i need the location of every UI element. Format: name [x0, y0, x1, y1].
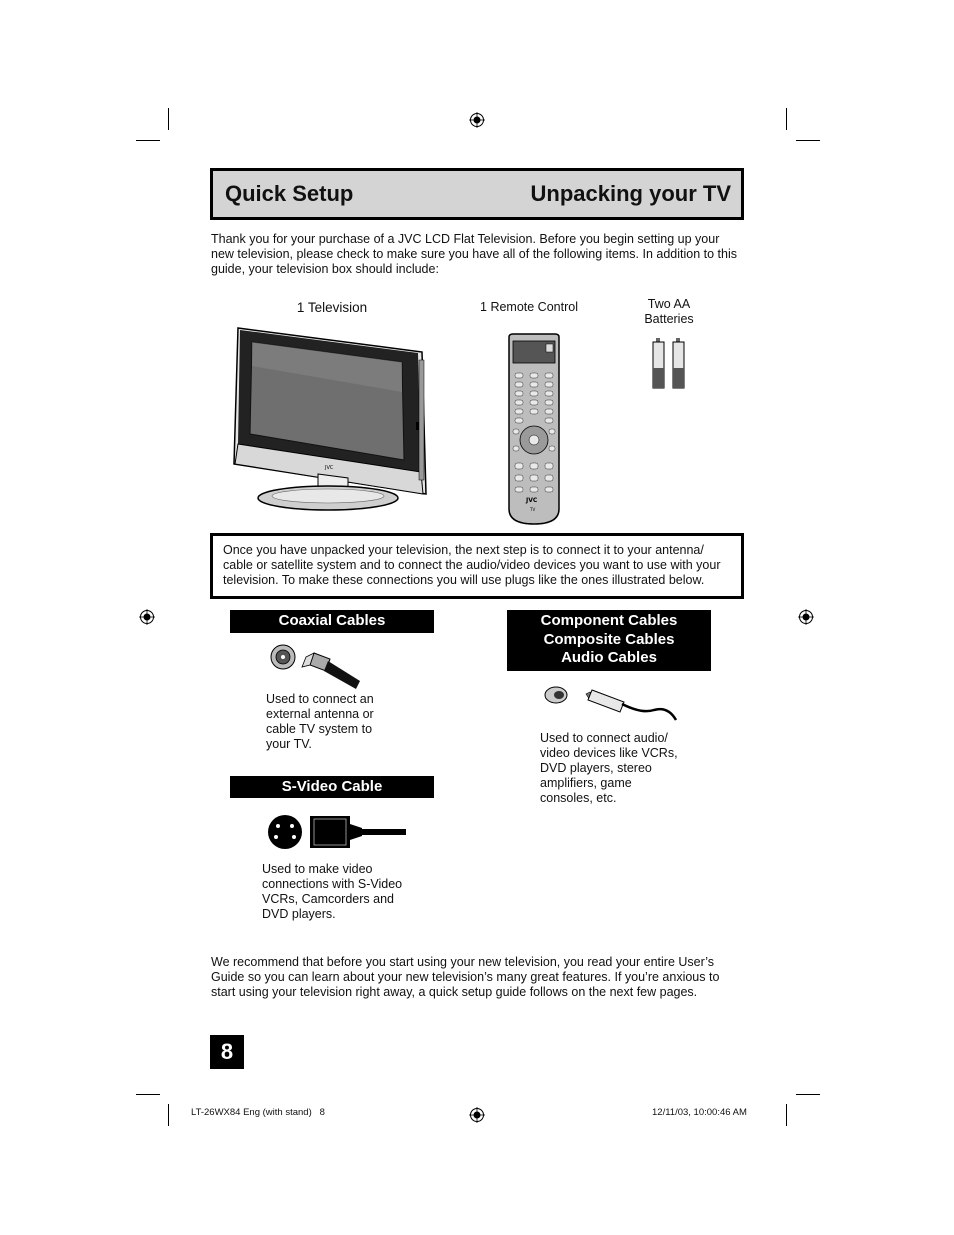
television-illustration	[230, 322, 432, 512]
registration-mark-icon	[469, 112, 485, 128]
crop-mark	[786, 108, 787, 130]
coaxial-connector-icon	[266, 643, 362, 693]
svideo-description: Used to make video connections with S-Video VCRs, Camcorders and DVD players.	[262, 862, 403, 921]
remote-tv-label: TV	[530, 507, 536, 512]
crop-mark	[168, 1104, 169, 1126]
batteries-illustration	[651, 338, 691, 392]
footer-right: 12/11/03, 10:00:46 AM	[652, 1107, 747, 1118]
tv-logo: JVC	[325, 465, 334, 471]
coaxial-title-bar: Coaxial Cables	[230, 610, 434, 633]
connection-note: Once you have unpacked your television, the next step is to connect it to your antenna/ cable or satellite system and to connect the audio/video devices you want to use with your television. To make these connections you will use plugs like the ones illustrated below.	[223, 543, 721, 587]
crop-mark	[786, 1104, 787, 1126]
crop-mark	[168, 108, 169, 130]
registration-mark-icon	[798, 609, 814, 625]
coaxial-description: Used to connect an external antenna or cable TV system to your TV.	[266, 692, 374, 751]
batteries-label-line2: Batteries	[644, 312, 694, 326]
component-title-line1: Component Cables	[540, 612, 678, 629]
component-title-bar	[507, 610, 711, 671]
header-right-title: Unpacking your TV	[530, 181, 731, 206]
component-title-line2: Composite Cables	[543, 630, 675, 648]
crop-mark	[796, 1094, 820, 1095]
registration-mark-icon	[469, 1107, 485, 1123]
crop-mark	[136, 140, 160, 141]
remote-illustration	[505, 333, 563, 527]
page-number: 8	[210, 1035, 244, 1069]
header-left-title: Quick Setup	[225, 181, 354, 206]
remote-logo: JVC	[526, 497, 538, 504]
rca-connector-icon	[542, 684, 680, 724]
intro-paragraph: Thank you for your purchase of a JVC LCD Flat Television. Before you begin setting up your new television, please check to make sure you have all of the following items. In addition to this guide, your television box should include:	[211, 232, 737, 276]
component-title-line3: Audio Cables	[561, 649, 657, 666]
connection-note-box	[210, 533, 744, 599]
batteries-label-line1: Two AA	[647, 297, 691, 311]
footer-left: LT-26WX84 Eng (with stand) 8	[191, 1107, 325, 1118]
section-header	[210, 168, 744, 220]
crop-mark	[136, 1094, 160, 1095]
recommend-paragraph: We recommend that before you start using your new television, you read your entire User’s Guide so you can learn about your new television’s many great features. If you’re anxious to start using your television right away, a quick setup guide follows on the next few pages.	[211, 955, 720, 999]
crop-mark	[796, 140, 820, 141]
remote-label: 1 Remote Control	[480, 300, 578, 314]
television-label: 1 Television	[296, 300, 368, 315]
component-description: Used to connect audio/ video devices like VCRs, DVD players, stereo amplifiers, game consoles, etc.	[540, 731, 678, 805]
svideo-connector-icon	[266, 812, 408, 852]
registration-mark-icon	[139, 609, 155, 625]
svideo-title-bar: S-Video Cable	[230, 776, 434, 798]
